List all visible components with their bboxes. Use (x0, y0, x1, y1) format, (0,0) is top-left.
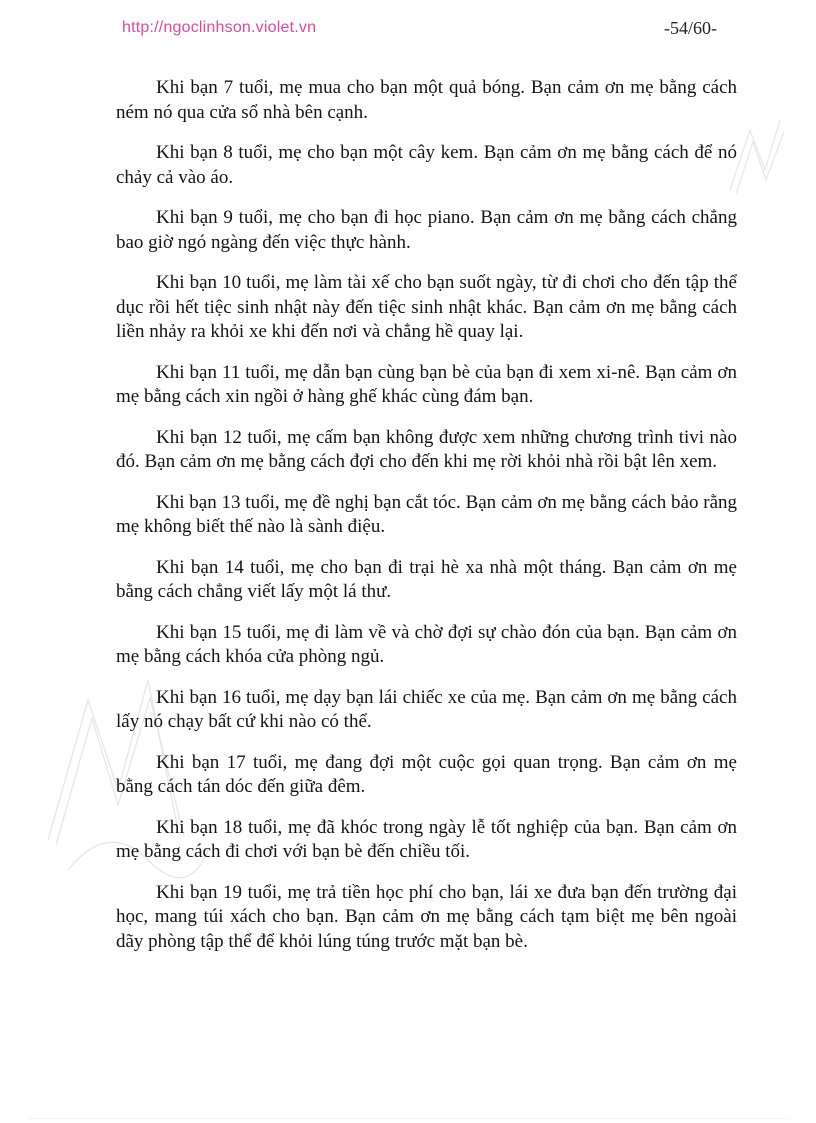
paragraph-age-16: Khi bạn 16 tuổi, mẹ dạy bạn lái chiếc xe của mẹ. Bạn cảm ơn mẹ bằng cách lấy nó chạy bất cứ khi nào có thể. (116, 686, 737, 732)
paragraph-age-7: Khi bạn 7 tuổi, mẹ mua cho bạn một quả bóng. Bạn cảm ơn mẹ bằng cách ném nó qua cửa sổ nhà bên cạnh. (116, 77, 737, 123)
paragraph-age-13: Khi bạn 13 tuổi, mẹ đề nghị bạn cắt tóc. Bạn cảm ơn mẹ bằng cách bảo rằng mẹ không biết thế nào là sành điệu. (116, 491, 737, 537)
page-header (0, 0, 816, 60)
paragraph-age-11: Khi bạn 11 tuổi, mẹ dẫn bạn cùng bạn bè của bạn đi xem xi-nê. Bạn cảm ơn mẹ bằng cách xin ngồi ở hàng ghế khác cùng đám bạn. (116, 361, 737, 407)
document-body (116, 76, 737, 970)
paragraph-age-15: Khi bạn 15 tuổi, mẹ đi làm về và chờ đợi sự chào đón của bạn. Bạn cảm ơn mẹ bằng cách khóa cửa phòng ngủ. (116, 621, 737, 667)
site-url-link[interactable]: http://ngoclinhson.violet.vn (122, 19, 317, 36)
paragraph-age-17: Khi bạn 17 tuổi, mẹ đang đợi một cuộc gọi quan trọng. Bạn cảm ơn mẹ bằng cách tán dóc đến giữa đêm. (116, 751, 737, 797)
paragraph-age-14: Khi bạn 14 tuổi, mẹ cho bạn đi trại hè xa nhà một tháng. Bạn cảm ơn mẹ bằng cách chẳng viết lấy một lá thư. (116, 556, 737, 602)
paragraph-age-8: Khi bạn 8 tuổi, mẹ cho bạn một cây kem. Bạn cảm ơn mẹ bằng cách để nó chảy cả vào áo. (116, 142, 737, 188)
page-number: -54/60- (664, 18, 717, 38)
paragraph-age-12: Khi bạn 12 tuổi, mẹ cấm bạn không được xem những chương trình tivi nào đó. Bạn cảm ơn mẹ bằng cách đợi cho đến khi mẹ rời khỏi nhà rồi bật lên xem. (116, 426, 737, 472)
paragraph-age-19: Khi bạn 19 tuổi, mẹ trả tiền học phí cho bạn, lái xe đưa bạn đến trường đại học, mang túi xách cho bạn. Bạn cảm ơn mẹ bằng cách tạm biệt mẹ bên ngoài dãy phòng tập thể để khỏi lúng túng trước mặt bạn bè. (116, 881, 737, 952)
paragraph-age-18: Khi bạn 18 tuổi, mẹ đã khóc trong ngày lễ tốt nghiệp của bạn. Bạn cảm ơn mẹ bằng cách đi chơi với bạn bè đến chiều tối. (116, 816, 737, 862)
footer-divider (30, 1118, 790, 1119)
paragraph-age-9: Khi bạn 9 tuổi, mẹ cho bạn đi học piano. Bạn cảm ơn mẹ bằng cách chẳng bao giờ ngó ngàng đến việc thực hành. (116, 207, 737, 253)
paragraph-age-10: Khi bạn 10 tuổi, mẹ làm tài xế cho bạn suốt ngày, từ đi chơi cho đến tập thể dục rồi hết tiệc sinh nhật này đến tiệc sinh nhật khác. Bạn cảm ơn mẹ bằng cách liền nhảy ra khỏi xe khi đến nơi và chẳng hề quay lại. (116, 272, 737, 342)
